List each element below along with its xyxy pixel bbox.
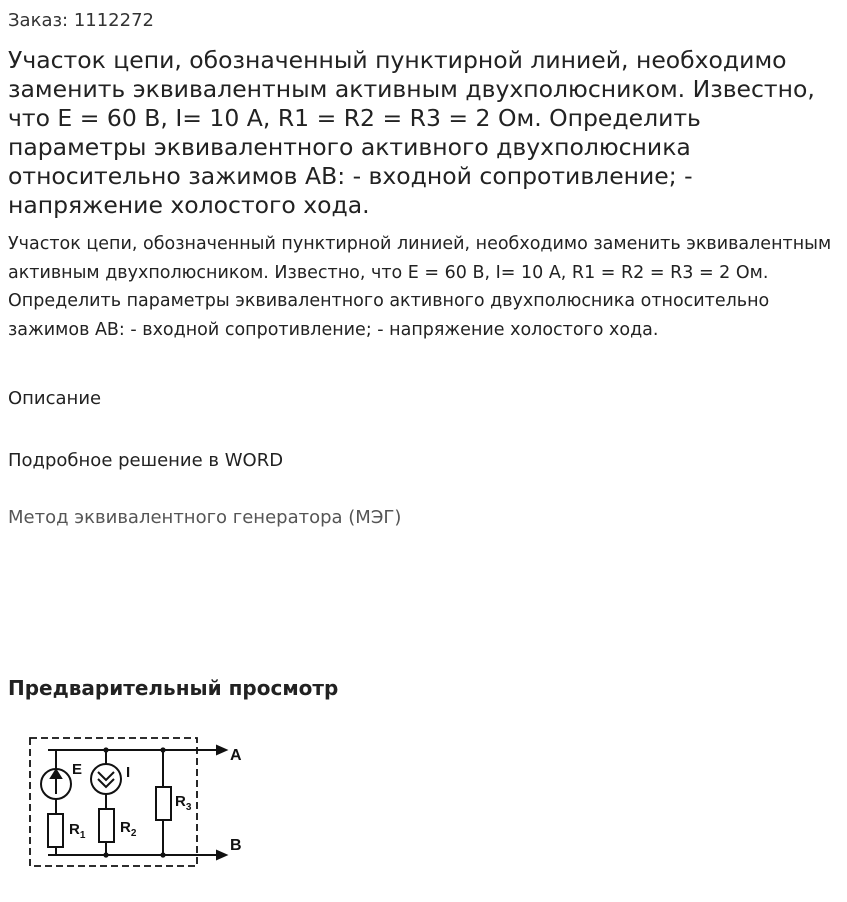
order-number: Заказ: 1112272 (8, 10, 154, 31)
arrow-a-icon (217, 746, 226, 754)
description-method: Метод эквивалентного генератора (МЭГ) (8, 507, 402, 528)
terminal-a-label: A (230, 747, 242, 764)
label-r3: $R_3$ (175, 793, 192, 813)
label-r1: $R_1$ (69, 821, 86, 841)
junction-dot (103, 852, 108, 857)
preview-heading: Предварительный просмотр (8, 676, 339, 700)
description-heading: Описание (8, 388, 102, 409)
page-title: Участок цепи, обозначенный пунктирной линией, необходимо заменить эквивалентным активным двухполюсником. Известно, что E = 60 В, I= 10 А, R1 = R2 = R3 = 2 Ом. Определить параметры эквивалентного активного двухполюсника относительно зажимов АВ: - входной сопротивление; - напряжение холостого хода. (8, 46, 815, 219)
circuit-preview-image (8, 722, 248, 882)
label-r2: $R_2$ (120, 819, 137, 839)
voltage-source-arrow-icon (51, 770, 61, 778)
task-text: Участок цепи, обозначенный пунктирной линией, необходимо заменить эквивалентным активным двухполюсником. Известно, что E = 60 В, I= 10 А, R1 = R2 = R3 = 2 Ом. Определить параметры эквивалентного активного двухполюсника относительно зажимов АВ: - входной сопротивление; - напряжение холостого хода. (8, 234, 832, 340)
arrow-b-icon (217, 851, 226, 859)
resistor-r3 (156, 787, 171, 820)
junction-dot (103, 747, 108, 752)
description-word-note: Подробное решение в WORD (8, 450, 284, 471)
resistor-r2 (99, 809, 114, 842)
junction-dot (160, 852, 165, 857)
junction-dot (160, 747, 165, 752)
terminal-b-label: B (230, 837, 242, 854)
label-e: E (72, 761, 83, 778)
label-i: I (126, 764, 131, 781)
resistor-r1 (48, 814, 63, 847)
